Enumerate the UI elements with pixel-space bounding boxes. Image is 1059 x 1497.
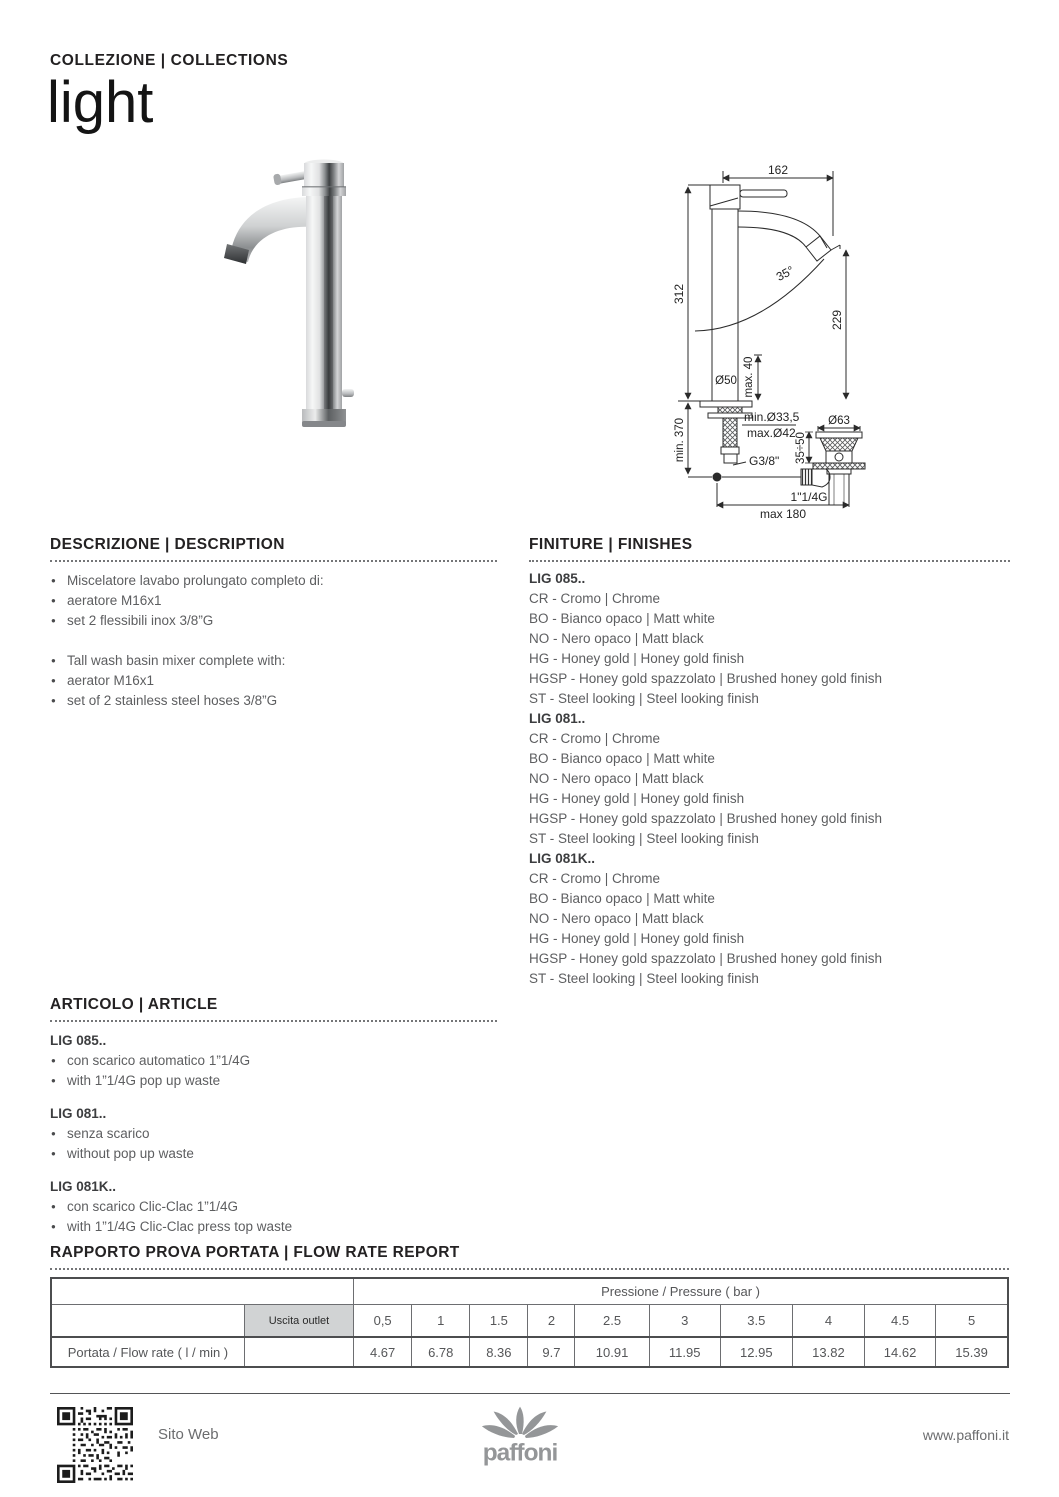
description-item: ● aerator M16x1 bbox=[50, 671, 497, 691]
flow-cell: 6.78 bbox=[412, 1337, 470, 1367]
dim-inlet-thread-label: G3/8" bbox=[749, 454, 780, 468]
article-item: ● con scarico Clic-Clac 1”1/4G bbox=[50, 1197, 497, 1217]
description-item: ● set 2 flessibili inox 3/8”G bbox=[50, 611, 497, 631]
finish-option: HG - Honey gold | Honey gold finish bbox=[529, 931, 745, 946]
pressure-cell: 3 bbox=[649, 1305, 720, 1338]
dotted-divider bbox=[50, 1020, 497, 1022]
footer-divider bbox=[50, 1393, 1010, 1394]
article-group-code: LIG 081K.. bbox=[50, 1179, 117, 1194]
finish-group-code: LIG 081.. bbox=[529, 711, 586, 726]
dim-angle-label: 35° bbox=[773, 263, 797, 284]
dim-spout-height-label: 229 bbox=[830, 309, 844, 331]
finish-option: CR - Cromo | Chrome bbox=[529, 591, 661, 606]
article-group-code: LIG 081.. bbox=[50, 1106, 107, 1121]
description-title: DESCRIZIONE | DESCRIPTION bbox=[50, 536, 285, 553]
website-url: www.paffoni.it bbox=[922, 1427, 1009, 1443]
dim-hole-min-label: min.Ø33,5 bbox=[744, 410, 800, 424]
dim-hole-max-label: max.Ø42 bbox=[747, 426, 796, 440]
table-empty-cell bbox=[51, 1305, 244, 1338]
pressure-cell: 1 bbox=[412, 1305, 470, 1338]
flow-cell: 13.82 bbox=[792, 1337, 864, 1367]
flow-cell: 9.7 bbox=[528, 1337, 575, 1367]
dim-waste-thread-label: 1"1/4G bbox=[790, 490, 828, 504]
description-item: ● Tall wash basin mixer complete with: bbox=[50, 651, 497, 671]
finish-option: HGSP - Honey gold spazzolato | Brushed honey gold finish bbox=[529, 811, 882, 826]
pressure-cell: 4 bbox=[792, 1305, 864, 1338]
flow-cell: 8.36 bbox=[470, 1337, 528, 1367]
page-title: light bbox=[47, 70, 154, 135]
flow-rate-table bbox=[50, 1277, 1009, 1368]
outlet-label-cell: Uscita outlet bbox=[244, 1305, 353, 1338]
description-list-it bbox=[50, 571, 497, 631]
dim-waste-diameter-label: Ø63 bbox=[828, 415, 850, 427]
article-group-code: LIG 085.. bbox=[50, 1033, 107, 1048]
table-empty-cell bbox=[244, 1337, 353, 1367]
dotted-divider bbox=[529, 560, 1010, 562]
pressure-cell: 2.5 bbox=[575, 1305, 649, 1338]
finish-option: ST - Steel looking | Steel looking finish bbox=[529, 831, 759, 846]
finish-option: NO - Nero opaco | Matt black bbox=[529, 911, 704, 926]
product-photo bbox=[205, 152, 450, 442]
finish-option: ST - Steel looking | Steel looking finish bbox=[529, 691, 759, 706]
faucet-cap bbox=[304, 163, 344, 188]
flow-rate-title: RAPPORTO PROVA PORTATA | FLOW RATE REPORT bbox=[50, 1244, 460, 1261]
finish-option: ST - Steel looking | Steel looking finish bbox=[529, 971, 759, 986]
article-item: ● without pop up waste bbox=[50, 1144, 497, 1164]
finishes-section bbox=[529, 536, 1010, 989]
table-corner-cell bbox=[51, 1278, 354, 1305]
pressure-header-cell: Pressione / Pressure ( bar ) bbox=[354, 1278, 1008, 1305]
dotted-divider bbox=[50, 560, 497, 562]
dim-width-label: 162 bbox=[767, 163, 789, 177]
dim-waste-depth-label: 35÷50 bbox=[795, 432, 807, 464]
article-group bbox=[50, 1177, 497, 1237]
finish-option: HG - Honey gold | Honey gold finish bbox=[529, 791, 745, 806]
description-list-en bbox=[50, 651, 497, 711]
finishes-title: FINITURE | FINISHES bbox=[529, 536, 693, 553]
finish-option: NO - Nero opaco | Matt black bbox=[529, 631, 704, 646]
finish-option: HGSP - Honey gold spazzolato | Brushed honey gold finish bbox=[529, 671, 882, 686]
flow-cell: 14.62 bbox=[865, 1337, 936, 1367]
flow-cell: 10.91 bbox=[575, 1337, 649, 1367]
logo-wordmark: paffoni bbox=[482, 1439, 558, 1467]
description-item: ● Miscelatore lavabo prolungato completo di: bbox=[50, 571, 497, 591]
flow-cell: 4.67 bbox=[354, 1337, 412, 1367]
finish-option: HGSP - Honey gold spazzolato | Brushed honey gold finish bbox=[529, 951, 882, 966]
description-section bbox=[50, 536, 497, 711]
qr-caption: Sito Web bbox=[158, 1426, 219, 1443]
dim-height-label: 312 bbox=[672, 283, 686, 305]
description-item: ● set of 2 stainless steel hoses 3/8”G bbox=[50, 691, 497, 711]
pressure-cell: 0,5 bbox=[354, 1305, 412, 1338]
pressure-cell: 4.5 bbox=[865, 1305, 936, 1338]
technical-drawing bbox=[652, 158, 940, 526]
finish-option: CR - Cromo | Chrome bbox=[529, 871, 661, 886]
finish-option: HG - Honey gold | Honey gold finish bbox=[529, 651, 745, 666]
article-item: ● senza scarico bbox=[50, 1124, 497, 1144]
pressure-cell: 5 bbox=[936, 1305, 1008, 1338]
finish-option: BO - Bianco opaco | Matt white bbox=[529, 891, 715, 906]
flow-cell: 11.95 bbox=[649, 1337, 720, 1367]
finishes-list bbox=[529, 569, 1010, 989]
article-item: ● con scarico automatico 1”1/4G bbox=[50, 1051, 497, 1071]
article-title: ARTICOLO | ARTICLE bbox=[50, 996, 218, 1013]
article-item: ● with 1”1/4G pop up waste bbox=[50, 1071, 497, 1091]
finish-option: CR - Cromo | Chrome bbox=[529, 731, 661, 746]
article-group bbox=[50, 1104, 497, 1164]
description-item: ● aeratore M16x1 bbox=[50, 591, 497, 611]
dim-rod-max-label: max 180 bbox=[759, 507, 807, 521]
dim-body-diameter-label: Ø50 bbox=[715, 375, 737, 387]
faucet-base bbox=[302, 409, 346, 423]
pressure-cell: 3.5 bbox=[720, 1305, 792, 1338]
dotted-divider bbox=[50, 1268, 1009, 1270]
dim-hose-min-label: min. 370 bbox=[674, 417, 686, 463]
flow-cell: 15.39 bbox=[936, 1337, 1008, 1367]
pressure-cell: 2 bbox=[528, 1305, 575, 1338]
article-section bbox=[50, 996, 497, 1237]
finish-option: BO - Bianco opaco | Matt white bbox=[529, 751, 715, 766]
pressure-cell: 1.5 bbox=[470, 1305, 528, 1338]
dim-deck-max-label: max. 40 bbox=[743, 356, 755, 398]
finish-option: BO - Bianco opaco | Matt white bbox=[529, 611, 715, 626]
finish-group-code: LIG 085.. bbox=[529, 571, 586, 586]
finish-option: NO - Nero opaco | Matt black bbox=[529, 771, 704, 786]
flow-rate-section bbox=[50, 1244, 1009, 1368]
collection-label: COLLEZIONE | COLLECTIONS bbox=[50, 52, 289, 69]
popup-rod bbox=[342, 389, 354, 397]
logo-leaf-icon bbox=[516, 1407, 523, 1434]
article-item: ● with 1”1/4G Clic-Clac press top waste bbox=[50, 1217, 497, 1237]
flow-cell: 12.95 bbox=[720, 1337, 792, 1367]
flow-row-label-cell: Portata / Flow rate ( l / min ) bbox=[51, 1337, 244, 1367]
finish-group-code: LIG 081K.. bbox=[529, 851, 596, 866]
qr-code bbox=[57, 1407, 133, 1483]
article-group bbox=[50, 1031, 497, 1091]
paffoni-logo bbox=[476, 1404, 564, 1468]
